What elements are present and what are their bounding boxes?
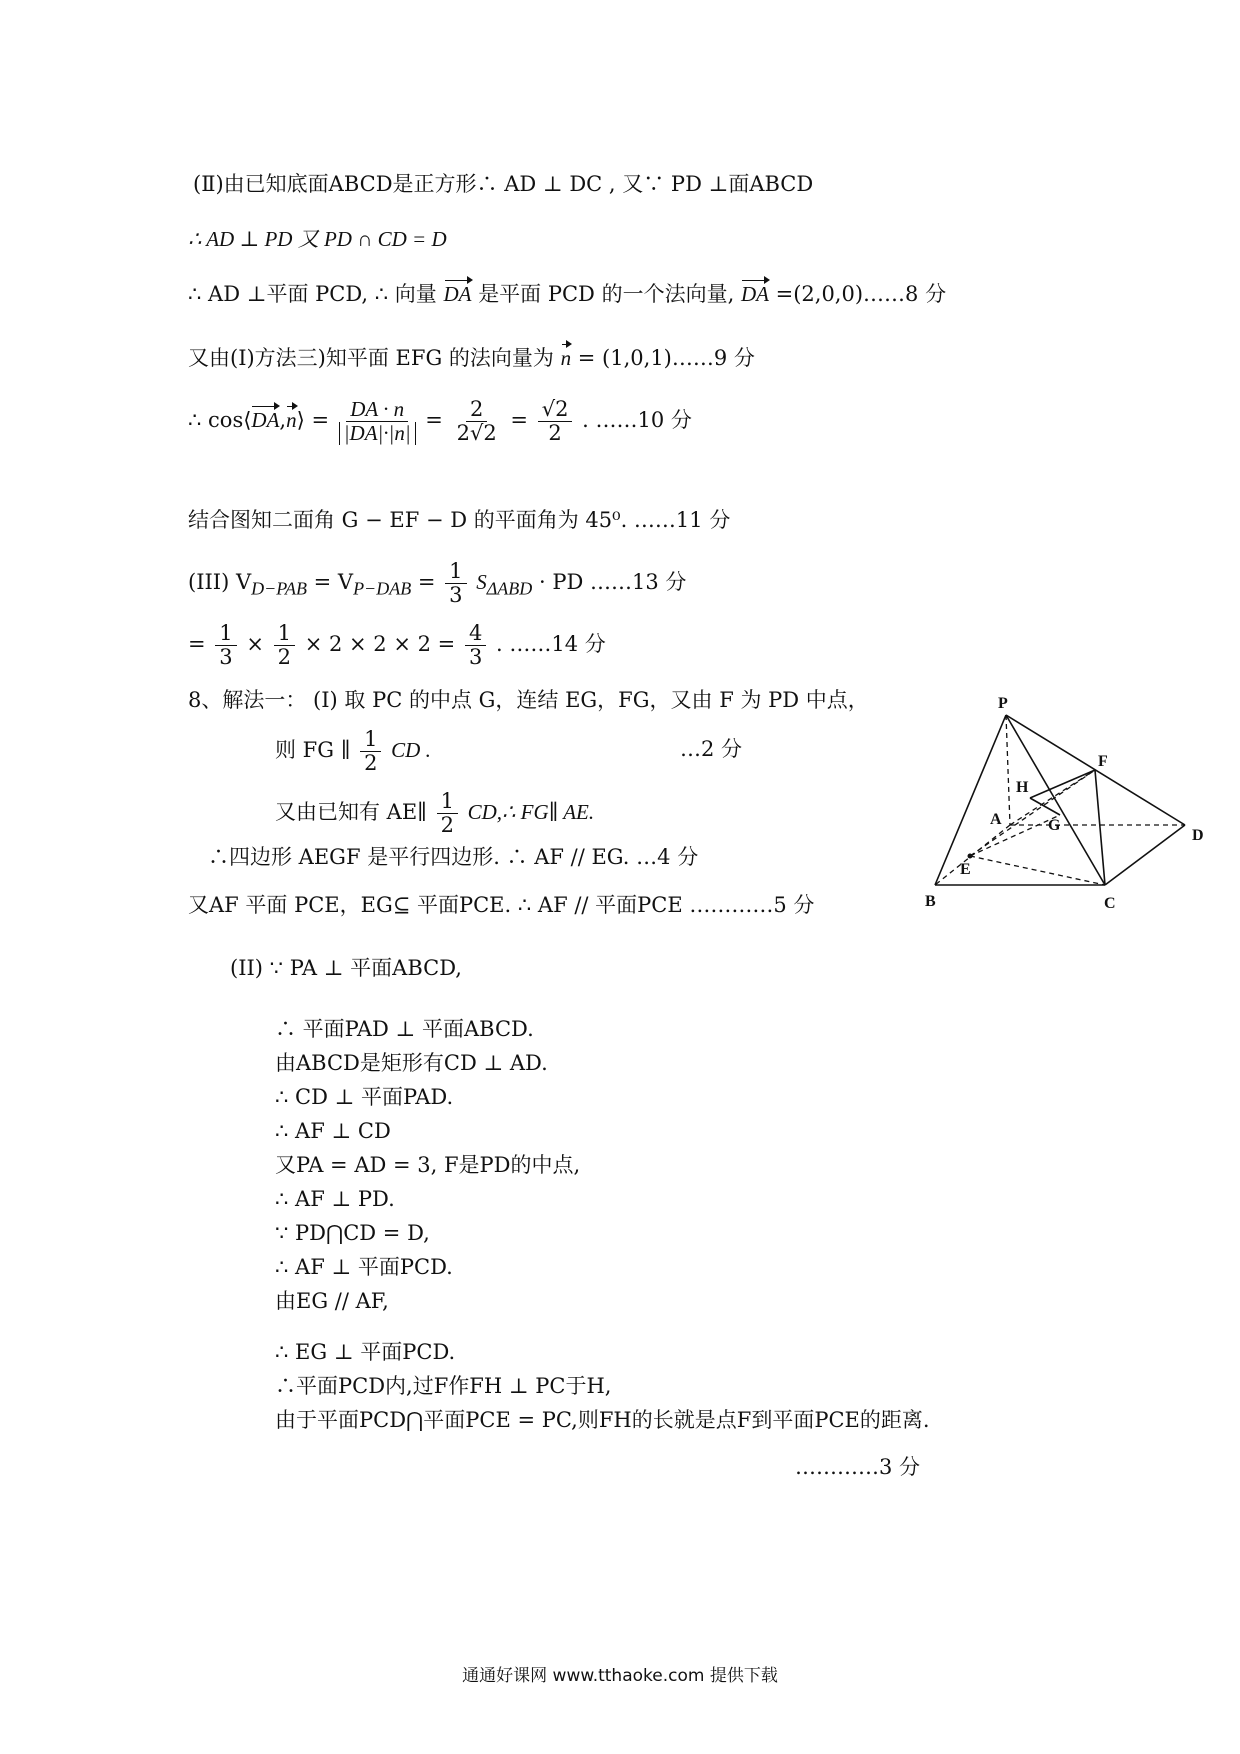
label-g: G bbox=[1048, 817, 1061, 834]
fraction-denominator: 2 bbox=[277, 645, 292, 670]
line-11 bbox=[275, 790, 594, 837]
fraction-half bbox=[360, 728, 381, 775]
times: × bbox=[246, 632, 264, 657]
edge-eg bbox=[970, 815, 1060, 856]
label-d: D bbox=[1192, 827, 1204, 844]
pyramid-figure bbox=[920, 680, 1210, 920]
vector-da: DA bbox=[740, 282, 769, 306]
fraction-numerator: 1 bbox=[360, 728, 381, 752]
edge-pb bbox=[935, 715, 1006, 885]
subscript: P−DAB bbox=[353, 578, 412, 599]
label-c: C bbox=[1104, 895, 1116, 912]
line-16: 由ABCD是矩形有CD ⊥ AD. bbox=[275, 1051, 548, 1075]
line-26: 由于平面PCD⋂平面PCE = PC,则FH的长就是点F到平面PCE的距离. bbox=[275, 1408, 930, 1432]
line-11-b: CD,∴ FG∥ AE. bbox=[467, 800, 595, 825]
line-5-score: . ……10 分 bbox=[582, 408, 692, 433]
line-8 bbox=[188, 622, 606, 669]
fraction-cos bbox=[339, 398, 416, 445]
label-b: B bbox=[925, 893, 936, 910]
label-p: P bbox=[998, 695, 1008, 712]
line-9-solution-header: 8、解法一： (I) 取 PC 的中点 G，连结 EG，FG，又由 F 为 PD 中点， bbox=[188, 688, 869, 712]
line-27-score: …………3 分 bbox=[795, 1455, 921, 1479]
vector-da: DA bbox=[443, 282, 472, 306]
line-7-a: (III) V bbox=[188, 570, 252, 595]
line-2: ∴ AD ⊥ PD 又 PD ∩ CD = D bbox=[188, 227, 447, 251]
fraction-numerator: 1 bbox=[215, 622, 236, 646]
label-h: H bbox=[1016, 779, 1029, 796]
line-17: ∴ CD ⊥ 平面PAD. bbox=[275, 1085, 454, 1109]
fraction-denominator: 2 bbox=[364, 751, 378, 776]
edge-pa bbox=[1006, 715, 1010, 825]
fraction-root bbox=[538, 398, 573, 445]
line-8-score: . ……14 分 bbox=[496, 632, 606, 657]
line-15: ∴ 平面PAD ⊥ 平面ABCD. bbox=[275, 1017, 534, 1041]
line-20: ∴ AF ⊥ PD. bbox=[275, 1187, 395, 1211]
label-a: A bbox=[990, 811, 1002, 828]
vector-n: n bbox=[560, 346, 572, 370]
line-10 bbox=[275, 728, 431, 775]
fraction-half bbox=[437, 790, 458, 837]
line-10-b: CD . bbox=[391, 738, 431, 763]
line-7-e: = bbox=[411, 570, 436, 595]
fraction-denominator: 2√2 bbox=[456, 421, 497, 446]
edge-fc bbox=[1095, 770, 1105, 885]
line-6: 结合图知二面角 G − EF − D 的平面角为 45⁰. ……11 分 bbox=[188, 508, 731, 532]
line-7-c: = V bbox=[306, 570, 354, 595]
line-10-score: …2 分 bbox=[680, 737, 743, 761]
line-4 bbox=[188, 346, 755, 371]
line-18: ∴ AF ⊥ CD bbox=[275, 1119, 391, 1143]
line-4-c: = (1,0,1)……9 分 bbox=[577, 346, 755, 370]
edge-ec bbox=[970, 856, 1105, 885]
fraction-denominator: 3 bbox=[468, 645, 483, 670]
area-symbol: S bbox=[476, 570, 487, 595]
line-7-volume bbox=[188, 560, 686, 607]
fraction-numerator: √2 bbox=[538, 398, 573, 422]
line-3-a: ∴ AD ⊥平面 PCD, ∴ 向量 bbox=[188, 282, 437, 306]
equals: = bbox=[510, 408, 528, 433]
label-e: E bbox=[960, 861, 971, 878]
line-10-a: 则 FG ∥ bbox=[275, 738, 351, 763]
line-3-c: 是平面 PCD 的一个法向量, bbox=[478, 282, 735, 306]
fraction-numerator: 1 bbox=[437, 790, 458, 814]
point-e bbox=[968, 854, 973, 859]
subscript: D−PAB bbox=[251, 578, 307, 599]
fraction-denominator: 2 bbox=[548, 421, 562, 446]
fraction-third bbox=[445, 560, 466, 607]
line-1: (Ⅱ)由已知底面ABCD是正方形∴ AD ⊥ DC , 又∵ PD ⊥面ABCD bbox=[193, 172, 814, 196]
fraction-denominator: |DA|·|n| bbox=[339, 422, 416, 445]
equals: = bbox=[425, 408, 443, 433]
label-f: F bbox=[1098, 753, 1108, 770]
edge-cd bbox=[1105, 825, 1185, 885]
fraction-two bbox=[453, 398, 501, 445]
edge-ef bbox=[970, 770, 1095, 856]
fraction-numerator: 2 bbox=[466, 398, 487, 422]
fraction-numerator: 4 bbox=[465, 622, 486, 646]
fraction-numerator: DA · n bbox=[346, 398, 408, 422]
fraction-half bbox=[274, 622, 295, 669]
line-23: 由EG // AF, bbox=[275, 1289, 389, 1313]
line-4-a: 又由(Ⅰ)方法三)知平面 EFG 的法向量为 bbox=[188, 346, 554, 370]
vector-da: DA bbox=[251, 408, 280, 433]
footer-source: 通通好课网 www.tthaoke.com 提供下载 bbox=[462, 1666, 778, 1686]
line-5-c: , bbox=[279, 408, 287, 433]
edge-pc bbox=[1006, 715, 1105, 885]
line-21: ∵ PD⋂CD = D, bbox=[275, 1221, 430, 1245]
line-12: ∴四边形 AEGF 是平行四边形. ∴ AF // EG. …4 分 bbox=[208, 845, 699, 869]
fraction-numerator: 1 bbox=[274, 622, 295, 646]
line-13: 又AF 平面 PCE，EG⊆ 平面PCE. ∴ AF // 平面PCE …………5 分 bbox=[188, 893, 815, 917]
equals: = bbox=[188, 632, 206, 657]
vector-n: n bbox=[286, 408, 297, 433]
fraction-third bbox=[215, 622, 236, 669]
line-3 bbox=[188, 282, 946, 307]
line-19: 又PA = AD = 3, F是PD的中点, bbox=[275, 1153, 581, 1177]
line-25: ∴平面PCD内,过F作FH ⊥ PC于H, bbox=[275, 1374, 612, 1398]
fraction-denominator: 3 bbox=[449, 583, 463, 608]
line-24: ∴ EG ⊥ 平面PCD. bbox=[275, 1340, 456, 1364]
line-14: (II) ∵ PA ⊥ 平面ABCD, bbox=[230, 956, 462, 980]
line-5-e: ⟩ = bbox=[296, 408, 330, 433]
subscript: ΔABD bbox=[486, 578, 533, 599]
line-11-a: 又由已知有 AE∥ bbox=[275, 800, 427, 825]
line-3-e: =(2,0,0)……8 分 bbox=[775, 282, 947, 306]
line-7-h: · PD ……13 分 bbox=[532, 570, 687, 595]
line-8-c: × 2 × 2 × 2 = bbox=[304, 632, 456, 657]
fraction-result bbox=[465, 622, 486, 669]
fraction-denominator: 2 bbox=[440, 813, 454, 838]
line-5-a: ∴ cos⟨ bbox=[188, 408, 252, 433]
fraction-numerator: 1 bbox=[445, 560, 466, 584]
line-5-cosine bbox=[188, 398, 692, 445]
line-22: ∴ AF ⊥ 平面PCD. bbox=[275, 1255, 453, 1279]
fraction-denominator: 3 bbox=[219, 645, 233, 670]
